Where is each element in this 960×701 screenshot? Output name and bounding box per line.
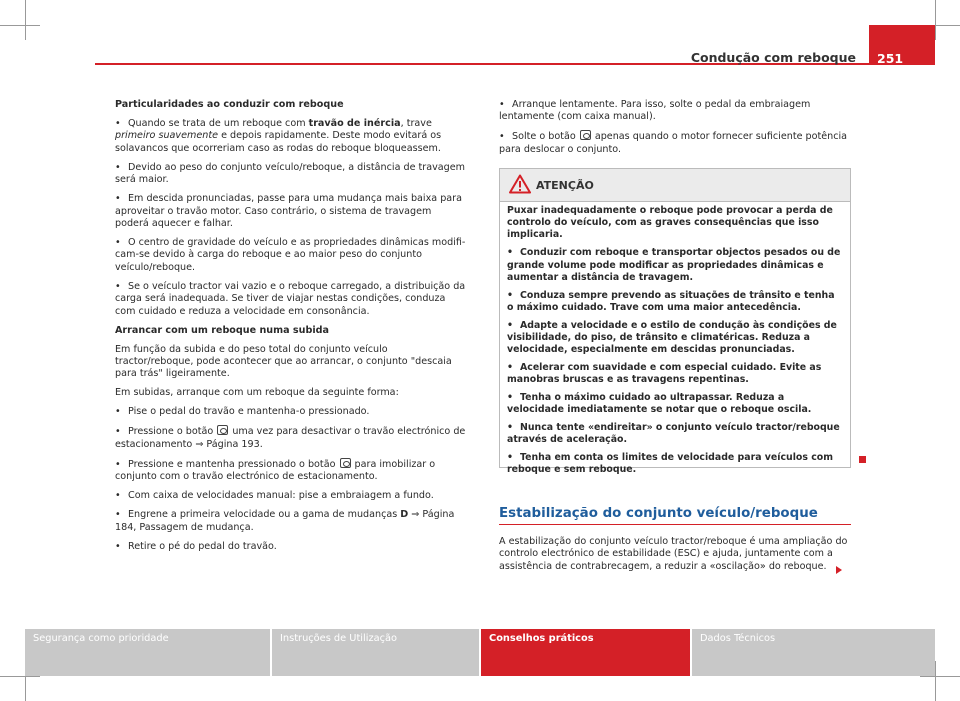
list-item: • Solte o botão apenas quando o motor fornecer suficiente potência para deslocar o conjunto. xyxy=(499,131,848,155)
warning-item: • Tenha o máximo cuidado ao ultrapassar. Reduza a velocidade imediatamente se notar que o reboque oscila. xyxy=(507,392,812,416)
list-item: • Pise o pedal do travão e mantenha-o pressionado. xyxy=(115,406,370,418)
warning-item: • Adapte a velocidade e o estilo de condução às condições de visibilidade, do piso, de trânsito e climatéricas. Reduza a velocidade, especialmente em descidas pronunciadas. xyxy=(507,319,837,356)
list-item: • Arranque lentamente. Para isso, solte o pedal da embraiagem lentamente (com caixa manual). xyxy=(499,99,811,123)
crop-mark xyxy=(0,676,40,677)
list-item: • Devido ao peso do conjunto veículo/reboque, a distância de travagem será maior. xyxy=(115,161,466,186)
warning-item: • Acelerar com suavidade e com especial cuidado. Evite as manobras bruscas e as travagens repentinas. xyxy=(507,361,822,386)
crop-mark xyxy=(920,676,960,677)
section-heading: Arrancar com um reboque numa subida xyxy=(115,324,329,336)
bullet: • xyxy=(507,319,513,331)
parking-brake-button-icon xyxy=(580,130,591,140)
bullet: • xyxy=(499,99,505,110)
list-item: • Engrene a primeira velocidade ou a gama de mudanças D ⇒ Página 184, Passagem de mudança. xyxy=(115,509,455,533)
right-column xyxy=(499,99,851,163)
crop-mark xyxy=(935,661,936,701)
section-heading: Particularidades ao conduzir com reboque xyxy=(115,99,344,110)
warning-header xyxy=(500,169,850,202)
list-item: • Em descida pronunciadas, passe para uma mudança mais baixa para aproveitar o travão motor. Caso contrário, o sistema de travagem poderá aquecer e falhar. xyxy=(115,193,462,230)
bullet: • xyxy=(115,280,121,292)
bullet: • xyxy=(115,509,121,521)
warning-box xyxy=(499,168,851,476)
bullet: • xyxy=(115,406,121,418)
warning-item: • Nunca tente «endireitar» o conjunto veículo tractor/reboque através de aceleração. xyxy=(507,422,840,446)
bullet: • xyxy=(499,131,505,143)
crop-mark xyxy=(25,0,26,40)
tab-instrucoes[interactable]: Instruções de Utilização xyxy=(272,629,479,676)
bullet: • xyxy=(115,161,121,173)
bullet: • xyxy=(115,426,121,438)
section-rule xyxy=(499,524,851,525)
bullet: • xyxy=(507,289,513,301)
warning-title: ATENÇÃO xyxy=(536,179,594,192)
bullet: • xyxy=(507,247,513,259)
bullet: • xyxy=(115,118,121,129)
warning-item: • Conduzir com reboque e transportar objectos pesados ou de grande volume pode modificar as propriedades dinâmicas e aumentar a distância de travagem. xyxy=(507,247,841,283)
bullet: • xyxy=(115,458,121,470)
section-paragraph: A estabilização do conjunto veículo tractor/reboque é uma ampliação do controlo electrónico de estabilidade (ESC) e ajuda, juntamente com a assistência de contrabrecagem, a reduzir a «oscilação» do reboque. xyxy=(499,536,848,572)
bullet: • xyxy=(115,490,121,502)
list-item: • Pressione e mantenha pressionado o botão para imobilizar o conjunto com o travão electrónico de estacionamento. xyxy=(115,458,436,483)
bullet: • xyxy=(115,237,121,249)
tab-seguranca[interactable]: Segurança como prioridade xyxy=(25,629,270,676)
tab-dados-tecnicos[interactable]: Dados Técnicos xyxy=(692,629,935,676)
bullet: • xyxy=(115,540,121,552)
continue-arrow-icon xyxy=(836,566,842,574)
list-item: • Com caixa de velocidades manual: pise a embraiagem a fundo. xyxy=(115,490,434,502)
paragraph: Em função da subida e do peso total do conjunto veículo tractor/reboque, pode acontecer que ao arrancar, o conjunto "descaia para trás" ligeiramente. xyxy=(115,343,452,380)
tab-conselhos[interactable]: Conselhos práticos xyxy=(481,629,690,676)
end-of-section-mark xyxy=(859,456,866,463)
parking-brake-button-icon xyxy=(217,425,228,435)
page-number: 251 xyxy=(877,51,904,66)
left-column xyxy=(115,99,467,560)
bullet: • xyxy=(115,193,121,205)
list-item: • Quando se trata de um reboque com travão de inércia, trave primeiro suavemente e depois rapidamente. Deste modo evitará os solavancos que ocorreriam caso as rodas do reboque bloqueassem. xyxy=(115,118,442,154)
warning-body xyxy=(500,202,850,477)
bullet: • xyxy=(507,452,513,464)
list-item: • Se o veículo tractor vai vazio e o reboque carregado, a distribuição da carga será inadequada. Se tiver de viajar nestas condições, conduza com cuidado e reduza a velocidade em consonância. xyxy=(115,280,466,317)
paragraph: Em subidas, arranque com um reboque da seguinte forma: xyxy=(115,387,399,399)
crop-mark xyxy=(0,25,40,26)
section-title: Estabilização do conjunto veículo/reboque xyxy=(499,506,818,521)
bullet: • xyxy=(507,392,513,404)
page-title: Condução com reboque xyxy=(690,50,856,65)
list-item: • Retire o pé do pedal do travão. xyxy=(115,540,277,552)
list-item: • Pressione o botão uma vez para desactivar o travão electrónico de estacionamento ⇒ Página 193. xyxy=(115,426,466,450)
warning-intro: Puxar inadequadamente o reboque pode provocar a perda de controlo do veículo, com as graves consequências que isso implicaria. xyxy=(507,205,833,241)
bullet: • xyxy=(507,422,513,434)
warning-item: • Conduza sempre prevendo as situações de trânsito e tenha o máximo cuidado. Trave com uma maior antecedência. xyxy=(507,289,835,313)
crop-mark xyxy=(935,0,936,40)
warning-item: • Tenha em conta os limites de velocidade para veículos com reboque e sem reboque. xyxy=(507,452,833,476)
list-item: • O centro de gravidade do veículo e as propriedades dinâmicas modificam-se devido à carga do reboque e ao maior peso do conjunto veículo/reboque. xyxy=(115,237,466,273)
warning-triangle-icon xyxy=(509,174,531,194)
bullet: • xyxy=(507,361,513,373)
parking-brake-button-icon xyxy=(340,458,351,468)
